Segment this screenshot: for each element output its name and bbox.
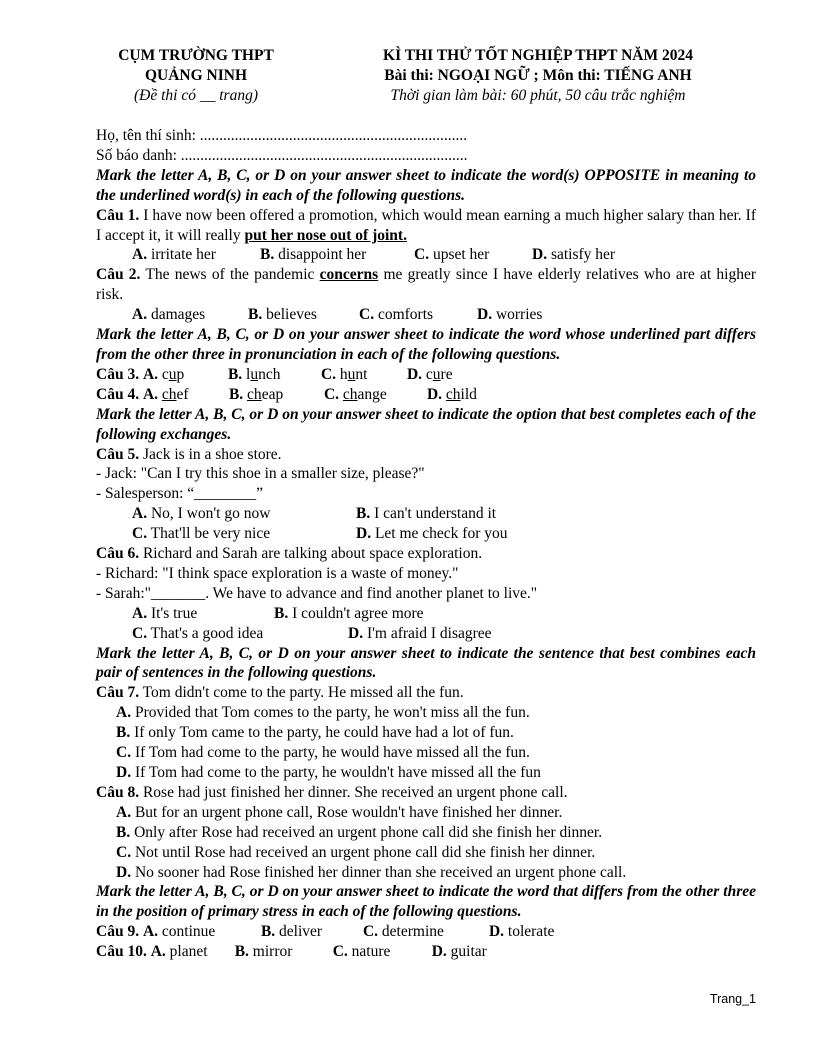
candidate-name-line: Họ, tên thí sinh: .....................................................................	[96, 127, 468, 144]
question-number: Câu 4.	[96, 385, 140, 403]
dialogue-line: - Richard: "I think space exploration is a waste of money."	[96, 564, 459, 582]
option-c[interactable]: C. If Tom had come to the party, he would have missed all the fun.	[116, 744, 530, 762]
question-number: Câu 9.	[96, 923, 140, 941]
option-a[interactable]: A. But for an urgent phone call, Rose wouldn't have finished her dinner.	[116, 803, 563, 821]
option-d[interactable]: D. guitar	[431, 943, 487, 961]
question-text: Richard and Sarah are talking about space exploration.	[139, 545, 483, 563]
option-c[interactable]: C. Not until Rose had received an urgent phone call did she finish her dinner.	[116, 843, 596, 861]
option-c[interactable]: C. nature	[332, 943, 391, 961]
option-d[interactable]: D. worries	[477, 306, 543, 324]
question-text: Tom didn't come to the party. He missed all the fun.	[139, 684, 464, 702]
question-text: Jack is in a shoe store.	[139, 445, 282, 463]
option-d[interactable]: D. satisfy her	[532, 246, 616, 264]
question-5	[96, 445, 756, 465]
instruction-opposite: Mark the letter A, B, C, or D on your answer sheet to indicate the word(s) OPPOSITE in meaning to the underlined word(s) in each of the following questions.	[96, 166, 756, 204]
option-d[interactable]: D. tolerate	[488, 923, 555, 941]
option-a[interactable]: A. irritate her	[132, 246, 216, 264]
page-count-note: (Đề thi có __ trang)	[134, 87, 258, 104]
exam-content	[96, 126, 756, 962]
question-number: Câu 3.	[96, 365, 140, 383]
option-d[interactable]: D. child	[426, 385, 477, 403]
option-c[interactable]: C. change	[323, 385, 387, 403]
underlined-phrase: put her nose out of joint.	[244, 226, 407, 244]
option-b[interactable]: B. I couldn't agree more	[274, 604, 424, 622]
question-number: Câu 7.	[96, 684, 140, 702]
school-cluster: CỤM TRƯỜNG THPT	[118, 47, 274, 64]
instruction-pronunciation: Mark the letter A, B, C, or D on your answer sheet to indicate the word whose underlined part differs from the other three in pronunciation in each of the following questions.	[96, 326, 756, 363]
exam-subject: Bài thi: NGOẠI NGỮ ; Môn thi: TIẾNG ANH	[384, 67, 692, 84]
option-c[interactable]: C. hunt	[320, 365, 368, 383]
question-text-end: me greatly since I have elderly relatives who are at higher risk.	[96, 266, 757, 304]
exam-title: KÌ THI THỬ TỐT NGHIỆP THPT NĂM 2024	[383, 47, 693, 64]
page-number: Trang_1	[709, 992, 756, 1006]
question-number: Câu 10.	[96, 943, 147, 961]
question-number: Câu 8.	[96, 783, 140, 801]
option-c[interactable]: C. That'll be very nice	[132, 525, 271, 543]
q6-options-row-1	[96, 604, 756, 624]
option-c[interactable]: C. That's a good idea	[132, 624, 264, 642]
option-b[interactable]: B. Only after Rose had received an urgent phone call did she finish her dinner.	[116, 823, 603, 841]
question-2	[96, 265, 756, 305]
question-6	[96, 544, 756, 564]
option-b[interactable]: B. disappoint her	[260, 246, 367, 264]
question-number: Câu 5.	[96, 445, 140, 463]
option-c[interactable]: C. determine	[362, 923, 444, 941]
q6-options-row-2	[96, 624, 756, 644]
question-number: Câu 6.	[96, 545, 140, 563]
question-3	[96, 365, 756, 385]
question-4	[96, 385, 756, 405]
header-right	[354, 46, 722, 106]
option-a[interactable]: A. cup	[142, 365, 185, 383]
option-d[interactable]: D. No sooner had Rose finished her dinner than she received an urgent phone call.	[116, 863, 627, 881]
dialogue-line: - Sarah:"_______. We have to advance and find another planet to live."	[96, 584, 538, 602]
option-a[interactable]: A. chef	[142, 385, 189, 403]
option-a[interactable]: A. Provided that Tom comes to the party, he won't miss all the fun.	[116, 704, 530, 722]
option-b[interactable]: B. cheap	[228, 385, 284, 403]
option-a[interactable]: A. No, I won't go now	[132, 505, 271, 523]
option-a[interactable]: A. continue	[142, 923, 216, 941]
instruction-combine: Mark the letter A, B, C, or D on your answer sheet to indicate the sentence that best combines each pair of sentences in the following questions.	[96, 644, 756, 682]
option-d[interactable]: D. I'm afraid I disagree	[348, 624, 492, 642]
dialogue-line: - Jack: "Can I try this shoe in a smaller size, please?"	[96, 465, 425, 483]
exam-duration: Thời gian làm bài: 60 phút, 50 câu trắc nghiệm	[390, 87, 686, 104]
option-d[interactable]: D. Let me check for you	[356, 525, 508, 543]
option-b[interactable]: B. believes	[248, 306, 317, 324]
question-10	[96, 942, 756, 962]
underlined-word: concerns	[319, 266, 379, 284]
q1-options	[96, 245, 756, 265]
option-b[interactable]: B. If only Tom came to the party, he could have had a lot of fun.	[116, 724, 514, 742]
option-a[interactable]: A. damages	[132, 306, 206, 324]
option-d[interactable]: D. If Tom had come to the party, he wouldn't have missed all the fun	[116, 764, 541, 781]
option-c[interactable]: C. upset her	[414, 246, 490, 264]
candidate-id-line: Số báo danh: ..........................................................................	[96, 146, 468, 164]
question-number: Câu 2.	[96, 266, 141, 284]
option-b[interactable]: B. I can't understand it	[356, 505, 497, 523]
option-c[interactable]: C. comforts	[359, 306, 434, 324]
q2-options	[96, 305, 756, 325]
question-number: Câu 1.	[96, 206, 140, 224]
question-7	[96, 683, 756, 703]
q5-options-row-2	[96, 524, 756, 544]
question-9	[96, 922, 756, 942]
q5-options-row-1	[96, 504, 756, 524]
option-b[interactable]: B. mirror	[234, 943, 293, 961]
option-b[interactable]: B. lunch	[227, 365, 281, 383]
province: QUẢNG NINH	[144, 67, 248, 84]
question-text: Rose had just finished her dinner. She received an urgent phone call.	[139, 783, 568, 801]
option-a[interactable]: A. planet	[150, 943, 208, 961]
instruction-stress: Mark the letter A, B, C, or D on your answer sheet to indicate the word that differs from the other three in the position of primary stress in each of the following questions.	[96, 883, 756, 921]
option-a[interactable]: A. It's true	[132, 604, 198, 622]
question-1	[96, 206, 756, 246]
dialogue-line: - Salesperson: “________”	[96, 485, 264, 503]
question-text: The news of the pandemic	[140, 266, 320, 284]
question-8	[96, 783, 756, 803]
option-d[interactable]: D. cure	[406, 365, 453, 383]
instruction-exchanges: Mark the letter A, B, C, or D on your answer sheet to indicate the option that best completes each of the following exchanges.	[96, 405, 756, 443]
question-text: I have now been offered a promotion, which would mean earning a much higher salary than her. If I accept it, it will really	[96, 206, 756, 244]
option-b[interactable]: B. deliver	[260, 923, 323, 941]
header-left	[96, 46, 296, 106]
